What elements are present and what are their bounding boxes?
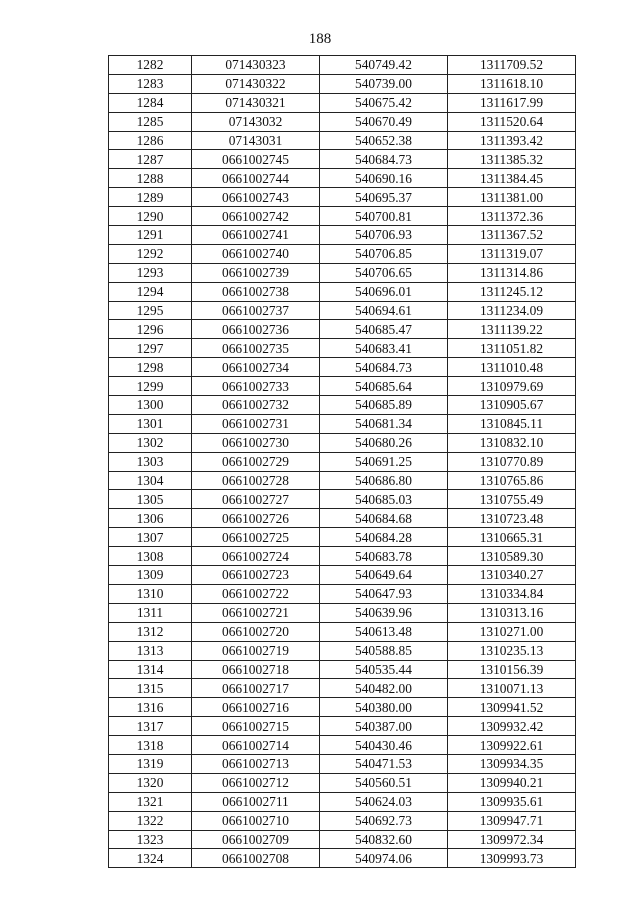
row-number-cell: 1308 [109, 547, 192, 566]
code-cell: 0661002721 [192, 603, 320, 622]
table-row [109, 320, 576, 339]
y-coordinate-cell: 1309934.35 [448, 754, 576, 773]
row-number-cell: 1303 [109, 452, 192, 471]
x-coordinate-cell: 540471.53 [320, 754, 448, 773]
table-row [109, 811, 576, 830]
table-row [109, 207, 576, 226]
y-coordinate-cell: 1310235.13 [448, 641, 576, 660]
code-cell: 0661002726 [192, 509, 320, 528]
row-number-cell: 1312 [109, 622, 192, 641]
row-number-cell: 1299 [109, 377, 192, 396]
x-coordinate-cell: 540749.42 [320, 56, 448, 75]
code-cell: 0661002731 [192, 414, 320, 433]
code-cell: 0661002744 [192, 169, 320, 188]
y-coordinate-cell: 1311051.82 [448, 339, 576, 358]
table-row [109, 698, 576, 717]
code-cell: 0661002708 [192, 849, 320, 868]
x-coordinate-cell: 540685.89 [320, 396, 448, 415]
row-number-cell: 1321 [109, 792, 192, 811]
code-cell: 0661002712 [192, 773, 320, 792]
y-coordinate-cell: 1310905.67 [448, 396, 576, 415]
code-cell: 0661002725 [192, 528, 320, 547]
table-row [109, 414, 576, 433]
code-cell: 0661002711 [192, 792, 320, 811]
y-coordinate-cell: 1310340.27 [448, 566, 576, 585]
code-cell: 0661002735 [192, 339, 320, 358]
row-number-cell: 1284 [109, 93, 192, 112]
row-number-cell: 1290 [109, 207, 192, 226]
row-number-cell: 1307 [109, 528, 192, 547]
code-cell: 0661002715 [192, 717, 320, 736]
x-coordinate-cell: 540670.49 [320, 112, 448, 131]
y-coordinate-cell: 1311314.86 [448, 263, 576, 282]
row-number-cell: 1291 [109, 226, 192, 245]
y-coordinate-cell: 1309940.21 [448, 773, 576, 792]
y-coordinate-cell: 1311372.36 [448, 207, 576, 226]
table-row [109, 849, 576, 868]
x-coordinate-cell: 540482.00 [320, 679, 448, 698]
x-coordinate-cell: 540694.61 [320, 301, 448, 320]
row-number-cell: 1315 [109, 679, 192, 698]
row-number-cell: 1304 [109, 471, 192, 490]
row-number-cell: 1282 [109, 56, 192, 75]
row-number-cell: 1318 [109, 736, 192, 755]
row-number-cell: 1306 [109, 509, 192, 528]
code-cell: 0661002739 [192, 263, 320, 282]
code-cell: 0661002714 [192, 736, 320, 755]
table-row [109, 112, 576, 131]
x-coordinate-cell: 540683.78 [320, 547, 448, 566]
table-row [109, 547, 576, 566]
table-row [109, 282, 576, 301]
table-row [109, 226, 576, 245]
table-row [109, 622, 576, 641]
code-cell: 0661002732 [192, 396, 320, 415]
x-coordinate-cell: 540685.47 [320, 320, 448, 339]
row-number-cell: 1322 [109, 811, 192, 830]
table-row [109, 93, 576, 112]
y-coordinate-cell: 1309922.61 [448, 736, 576, 755]
row-number-cell: 1298 [109, 358, 192, 377]
row-number-cell: 1292 [109, 244, 192, 263]
row-number-cell: 1300 [109, 396, 192, 415]
y-coordinate-cell: 1311245.12 [448, 282, 576, 301]
row-number-cell: 1288 [109, 169, 192, 188]
row-number-cell: 1323 [109, 830, 192, 849]
row-number-cell: 1305 [109, 490, 192, 509]
y-coordinate-cell: 1310765.86 [448, 471, 576, 490]
x-coordinate-cell: 540560.51 [320, 773, 448, 792]
code-cell: 0661002736 [192, 320, 320, 339]
y-coordinate-cell: 1309932.42 [448, 717, 576, 736]
y-coordinate-cell: 1311520.64 [448, 112, 576, 131]
y-coordinate-cell: 1310723.48 [448, 509, 576, 528]
row-number-cell: 1301 [109, 414, 192, 433]
code-cell: 0661002743 [192, 188, 320, 207]
x-coordinate-cell: 540588.85 [320, 641, 448, 660]
code-cell: 07143031 [192, 131, 320, 150]
table-row [109, 188, 576, 207]
x-coordinate-cell: 540691.25 [320, 452, 448, 471]
code-cell: 0661002709 [192, 830, 320, 849]
x-coordinate-cell: 540684.28 [320, 528, 448, 547]
table-row [109, 509, 576, 528]
table-row [109, 717, 576, 736]
code-cell: 0661002733 [192, 377, 320, 396]
y-coordinate-cell: 1310665.31 [448, 528, 576, 547]
code-cell: 071430323 [192, 56, 320, 75]
x-coordinate-cell: 540696.01 [320, 282, 448, 301]
y-coordinate-cell: 1311384.45 [448, 169, 576, 188]
x-coordinate-cell: 540430.46 [320, 736, 448, 755]
table-row [109, 150, 576, 169]
y-coordinate-cell: 1309972.34 [448, 830, 576, 849]
y-coordinate-cell: 1310770.89 [448, 452, 576, 471]
x-coordinate-cell: 540683.41 [320, 339, 448, 358]
y-coordinate-cell: 1311367.52 [448, 226, 576, 245]
row-number-cell: 1311 [109, 603, 192, 622]
x-coordinate-cell: 540739.00 [320, 74, 448, 93]
table-row [109, 736, 576, 755]
x-coordinate-cell: 540649.64 [320, 566, 448, 585]
row-number-cell: 1294 [109, 282, 192, 301]
table-row [109, 490, 576, 509]
code-cell: 0661002740 [192, 244, 320, 263]
code-cell: 0661002718 [192, 660, 320, 679]
table-row [109, 792, 576, 811]
table-body [109, 56, 576, 868]
table-row [109, 603, 576, 622]
code-cell: 0661002737 [192, 301, 320, 320]
y-coordinate-cell: 1311319.07 [448, 244, 576, 263]
table-row [109, 660, 576, 679]
code-cell: 0661002723 [192, 566, 320, 585]
table-row [109, 433, 576, 452]
y-coordinate-cell: 1310334.84 [448, 584, 576, 603]
row-number-cell: 1309 [109, 566, 192, 585]
x-coordinate-cell: 540832.60 [320, 830, 448, 849]
code-cell: 0661002727 [192, 490, 320, 509]
y-coordinate-cell: 1310589.30 [448, 547, 576, 566]
table-row [109, 263, 576, 282]
code-cell: 0661002717 [192, 679, 320, 698]
code-cell: 0661002741 [192, 226, 320, 245]
table-row [109, 641, 576, 660]
x-coordinate-cell: 540690.16 [320, 169, 448, 188]
code-cell: 0661002710 [192, 811, 320, 830]
x-coordinate-cell: 540685.64 [320, 377, 448, 396]
y-coordinate-cell: 1311234.09 [448, 301, 576, 320]
row-number-cell: 1296 [109, 320, 192, 339]
table-row [109, 301, 576, 320]
code-cell: 0661002716 [192, 698, 320, 717]
row-number-cell: 1319 [109, 754, 192, 773]
x-coordinate-cell: 540380.00 [320, 698, 448, 717]
y-coordinate-cell: 1310832.10 [448, 433, 576, 452]
x-coordinate-cell: 540647.93 [320, 584, 448, 603]
y-coordinate-cell: 1311618.10 [448, 74, 576, 93]
code-cell: 07143032 [192, 112, 320, 131]
y-coordinate-cell: 1310979.69 [448, 377, 576, 396]
table-row [109, 471, 576, 490]
x-coordinate-cell: 540684.68 [320, 509, 448, 528]
x-coordinate-cell: 540613.48 [320, 622, 448, 641]
row-number-cell: 1286 [109, 131, 192, 150]
x-coordinate-cell: 540706.65 [320, 263, 448, 282]
row-number-cell: 1324 [109, 849, 192, 868]
y-coordinate-cell: 1310845.11 [448, 414, 576, 433]
code-cell: 0661002728 [192, 471, 320, 490]
y-coordinate-cell: 1311139.22 [448, 320, 576, 339]
y-coordinate-cell: 1310271.00 [448, 622, 576, 641]
y-coordinate-cell: 1310071.13 [448, 679, 576, 698]
code-cell: 071430322 [192, 74, 320, 93]
y-coordinate-cell: 1311385.32 [448, 150, 576, 169]
table-row [109, 396, 576, 415]
row-number-cell: 1287 [109, 150, 192, 169]
y-coordinate-cell: 1311010.48 [448, 358, 576, 377]
y-coordinate-cell: 1309935.61 [448, 792, 576, 811]
row-number-cell: 1283 [109, 74, 192, 93]
code-cell: 0661002722 [192, 584, 320, 603]
table-row [109, 566, 576, 585]
row-number-cell: 1316 [109, 698, 192, 717]
code-cell: 0661002719 [192, 641, 320, 660]
row-number-cell: 1320 [109, 773, 192, 792]
code-cell: 0661002734 [192, 358, 320, 377]
code-cell: 0661002745 [192, 150, 320, 169]
code-cell: 0661002729 [192, 452, 320, 471]
code-cell: 071430321 [192, 93, 320, 112]
x-coordinate-cell: 540675.42 [320, 93, 448, 112]
x-coordinate-cell: 540700.81 [320, 207, 448, 226]
x-coordinate-cell: 540686.80 [320, 471, 448, 490]
x-coordinate-cell: 540706.85 [320, 244, 448, 263]
page-number: 188 [308, 31, 332, 47]
x-coordinate-cell: 540685.03 [320, 490, 448, 509]
row-number-cell: 1314 [109, 660, 192, 679]
x-coordinate-cell: 540974.06 [320, 849, 448, 868]
x-coordinate-cell: 540639.96 [320, 603, 448, 622]
y-coordinate-cell: 1309941.52 [448, 698, 576, 717]
x-coordinate-cell: 540680.26 [320, 433, 448, 452]
table-row [109, 244, 576, 263]
y-coordinate-cell: 1309947.71 [448, 811, 576, 830]
table-row [109, 131, 576, 150]
row-number-cell: 1293 [109, 263, 192, 282]
code-cell: 0661002724 [192, 547, 320, 566]
x-coordinate-cell: 540692.73 [320, 811, 448, 830]
y-coordinate-cell: 1311709.52 [448, 56, 576, 75]
table-row [109, 584, 576, 603]
table-row [109, 169, 576, 188]
code-cell: 0661002730 [192, 433, 320, 452]
coordinates-table [108, 55, 576, 868]
x-coordinate-cell: 540535.44 [320, 660, 448, 679]
y-coordinate-cell: 1310313.16 [448, 603, 576, 622]
y-coordinate-cell: 1311381.00 [448, 188, 576, 207]
row-number-cell: 1297 [109, 339, 192, 358]
table-row [109, 754, 576, 773]
row-number-cell: 1289 [109, 188, 192, 207]
x-coordinate-cell: 540681.34 [320, 414, 448, 433]
x-coordinate-cell: 540684.73 [320, 358, 448, 377]
code-cell: 0661002742 [192, 207, 320, 226]
row-number-cell: 1313 [109, 641, 192, 660]
x-coordinate-cell: 540706.93 [320, 226, 448, 245]
table-row [109, 56, 576, 75]
table-row [109, 339, 576, 358]
code-cell: 0661002720 [192, 622, 320, 641]
row-number-cell: 1302 [109, 433, 192, 452]
y-coordinate-cell: 1311617.99 [448, 93, 576, 112]
y-coordinate-cell: 1309993.73 [448, 849, 576, 868]
code-cell: 0661002713 [192, 754, 320, 773]
y-coordinate-cell: 1310755.49 [448, 490, 576, 509]
table-row [109, 377, 576, 396]
table-row [109, 452, 576, 471]
code-cell: 0661002738 [192, 282, 320, 301]
row-number-cell: 1310 [109, 584, 192, 603]
table-row [109, 358, 576, 377]
x-coordinate-cell: 540695.37 [320, 188, 448, 207]
row-number-cell: 1295 [109, 301, 192, 320]
table-row [109, 830, 576, 849]
table-row [109, 679, 576, 698]
y-coordinate-cell: 1311393.42 [448, 131, 576, 150]
table-row [109, 528, 576, 547]
row-number-cell: 1317 [109, 717, 192, 736]
x-coordinate-cell: 540624.03 [320, 792, 448, 811]
row-number-cell: 1285 [109, 112, 192, 131]
x-coordinate-cell: 540652.38 [320, 131, 448, 150]
table-row [109, 773, 576, 792]
x-coordinate-cell: 540684.73 [320, 150, 448, 169]
x-coordinate-cell: 540387.00 [320, 717, 448, 736]
y-coordinate-cell: 1310156.39 [448, 660, 576, 679]
table-row [109, 74, 576, 93]
